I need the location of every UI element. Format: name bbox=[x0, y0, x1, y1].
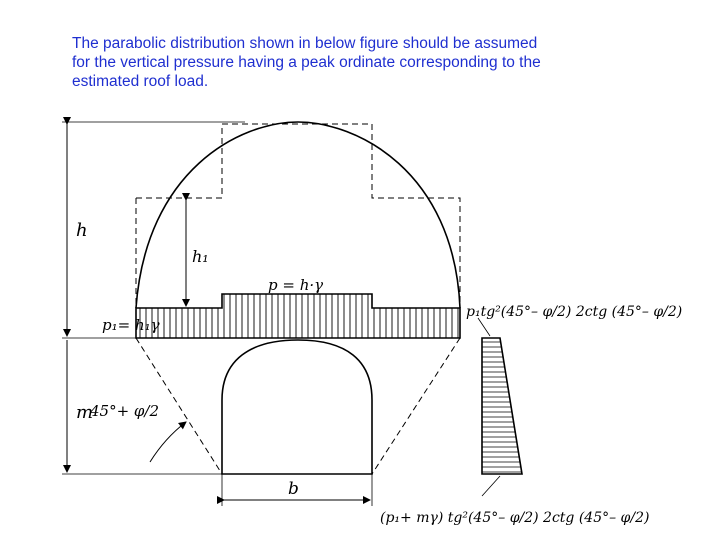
pressure-band-hatching bbox=[140, 294, 458, 338]
leader-top bbox=[478, 318, 490, 336]
label-side-top: p₁tg²(45°– φ/2) 2ctg (45°– φ/2) bbox=[466, 304, 683, 320]
dashed-outline-left bbox=[136, 124, 222, 198]
label-side-bottom: (p₁+ mγ) tg²(45°– φ/2) 2ctg (45°– φ/2) bbox=[380, 510, 650, 526]
label-p1-formula: p₁= h₁γ bbox=[102, 316, 160, 334]
wedge-line-right bbox=[372, 338, 460, 474]
lateral-pressure-hatching bbox=[482, 342, 522, 472]
label-angle: 45°+ φ/2 bbox=[90, 402, 160, 420]
lateral-pressure-outline bbox=[482, 338, 522, 474]
tunnel-opening bbox=[222, 340, 372, 474]
label-h: h bbox=[76, 220, 88, 241]
angle-arc bbox=[150, 422, 186, 462]
label-p-formula: p = h·γ bbox=[268, 276, 324, 294]
pressure-band-outline bbox=[136, 294, 460, 338]
label-h1: h₁ bbox=[192, 247, 209, 266]
caption-line-3: estimated roof load. bbox=[72, 73, 209, 90]
caption-line-2: for the vertical pressure having a peak ordinate corresponding to the bbox=[72, 54, 541, 71]
leader-bottom bbox=[482, 476, 500, 496]
label-m: m bbox=[76, 402, 94, 423]
label-b: b bbox=[288, 479, 299, 499]
caption-line-1: The parabolic distribution shown in below figure should be assumed bbox=[72, 35, 538, 52]
